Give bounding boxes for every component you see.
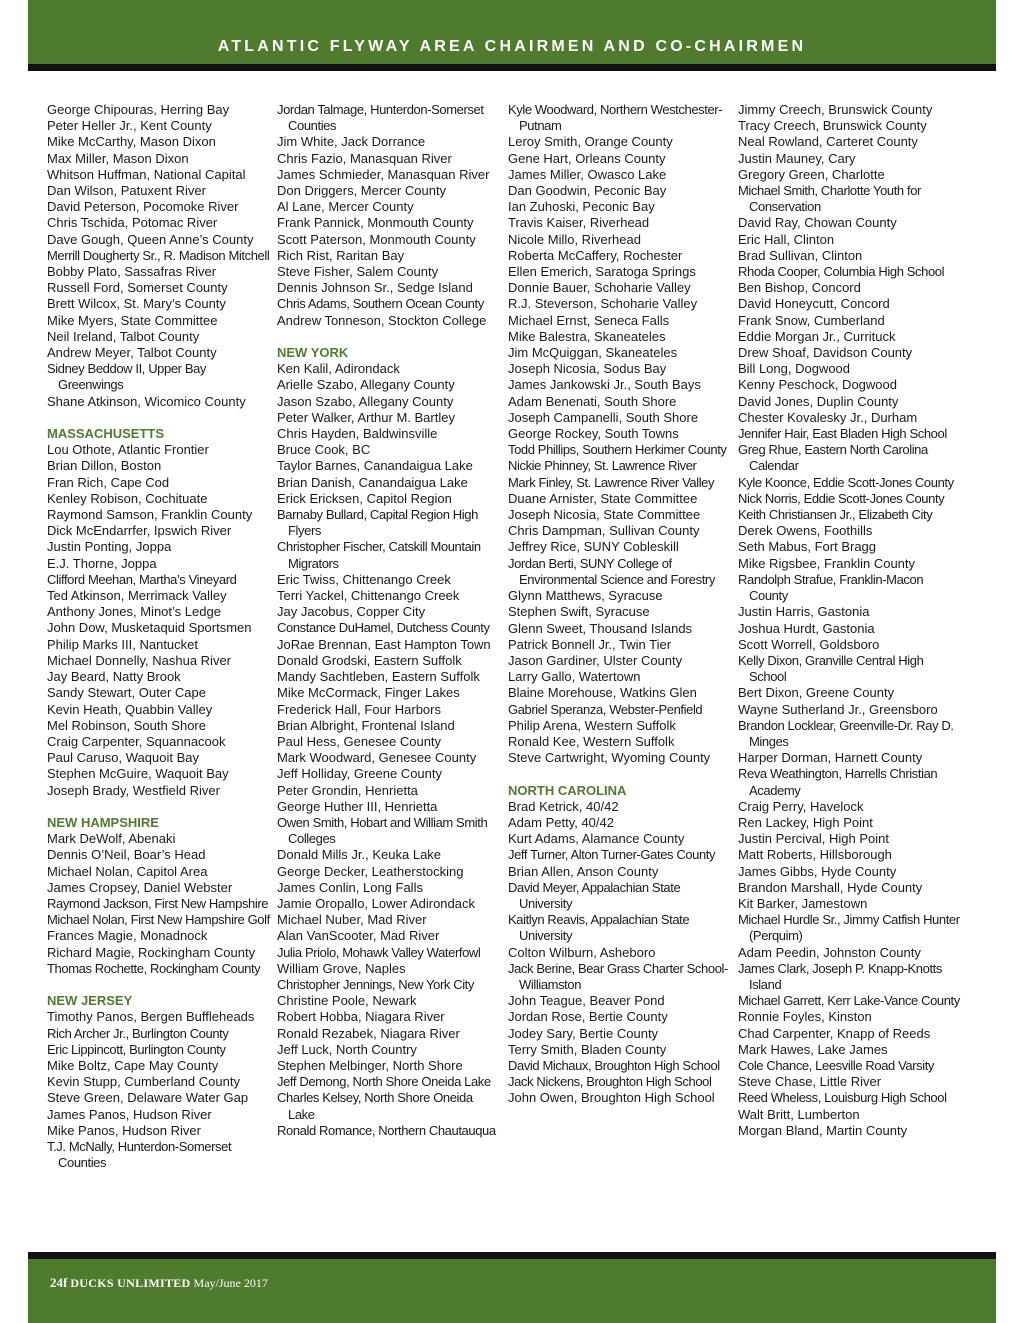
- chairman-entry: Max Miller, Mason Dixon: [47, 150, 189, 166]
- chairman-entry: Eric Lippincott, Burlington County: [47, 1041, 226, 1057]
- chairman-entry: Fran Rich, Cape Cod: [47, 474, 170, 490]
- chairman-entry: Brian Albright, Frontenal Island: [277, 717, 455, 733]
- chairman-entry: Ronald Rezabek, Niagara River: [277, 1025, 460, 1041]
- chairman-entry: Mark Finley, St. Lawrence River Valley: [508, 474, 715, 490]
- chairman-entry: Frank Pannick, Monmouth County: [277, 215, 474, 231]
- chairman-entry: Peter Grondin, Henrietta: [277, 782, 418, 798]
- chairman-entry: Justin Mauney, Cary: [738, 150, 856, 166]
- chairman-entry: Keith Christiansen Jr., Elizabeth City: [738, 507, 933, 523]
- chairman-entry: Raymond Jackson, First New Hampshire: [47, 895, 269, 911]
- chairman-entry: Bobby Plato, Sassafras River: [47, 264, 217, 280]
- chairman-entry: Nicole Millo, Riverhead: [508, 231, 641, 247]
- chairman-entry: Jay Beard, Natty Brook: [47, 669, 181, 685]
- chairman-entry: John Teague, Beaver Pond: [508, 993, 665, 1009]
- chairman-entry: Peter Walker, Arthur M. Bartley: [277, 409, 455, 425]
- issue-date: May/June 2017: [193, 1276, 268, 1290]
- chairman-entry: Mark Hawes, Lake James: [738, 1041, 888, 1057]
- chairman-entry: Reed Wheless, Louisburg High School: [738, 1090, 947, 1106]
- chairman-entry: Joseph Nicosia, State Committee: [508, 507, 701, 523]
- chairman-entry: Bill Long, Dogwood: [738, 361, 851, 377]
- chairman-entry: William Grove, Naples: [277, 960, 406, 976]
- chairman-entry: Ian Zuhoski, Peconic Bay: [508, 199, 655, 215]
- chairman-entry: Frederick Hall, Four Harbors: [277, 701, 441, 717]
- chairman-entry: Morgan Bland, Martin County: [738, 1122, 908, 1138]
- state-heading: NEW HAMPSHIRE: [47, 814, 159, 830]
- chairman-entry: David Honeycutt, Concord: [738, 296, 890, 312]
- chairman-entry: Craig Perry, Havelock: [738, 798, 864, 814]
- chairman-entry: James Jankowski Jr., South Bays: [508, 377, 701, 393]
- chairman-entry: Mike Myers, State Committee: [47, 312, 218, 328]
- chairman-entry: Craig Carpenter, Squannacook: [47, 733, 226, 749]
- chairman-entry: Adam Petty, 40/42: [508, 814, 614, 830]
- chairman-entry: JoRae Brennan, East Hampton Town: [277, 636, 491, 652]
- chairman-entry: David Jones, Duplin County: [738, 393, 899, 409]
- chairman-entry: Colton Wilburn, Asheboro: [508, 944, 656, 960]
- chairman-entry: Kaitlyn Reavis, Appalachian State University: [508, 912, 690, 944]
- chairman-entry: Anthony Jones, Minot’s Ledge: [47, 604, 221, 620]
- chairman-entry: Brian Dillon, Boston: [47, 458, 162, 474]
- chairman-entry: Brian Danish, Canandaigua Lake: [277, 474, 468, 490]
- chairman-entry: Brad Ketrick, 40/42: [508, 798, 619, 814]
- chairman-entry: Chester Kovalesky Jr., Durham: [738, 409, 918, 425]
- chairman-entry: Larry Gallo, Watertown: [508, 669, 641, 685]
- chairman-entry: Sidney Beddow II, Upper Bay Greenwings: [47, 361, 207, 393]
- chairman-entry: Kit Barker, Jamestown: [738, 895, 868, 911]
- chairman-entry: Russell Ford, Somerset County: [47, 280, 228, 296]
- state-heading: NEW JERSEY: [47, 993, 133, 1009]
- chairman-entry: Kevin Heath, Quabbin Valley: [47, 701, 213, 717]
- chairman-entry: Greg Rhue, Eastern North Carolina Calendar: [738, 442, 928, 474]
- chairman-entry: Tracy Creech, Brunswick County: [738, 118, 927, 134]
- chairman-entry: Clifford Meehan, Martha’s Vineyard: [47, 571, 237, 587]
- chairman-entry: James Clark, Joseph P. Knapp-Knotts Island: [738, 960, 942, 992]
- chairman-entry: Sandy Stewart, Outer Cape: [47, 685, 206, 701]
- chairman-entry: Dave Gough, Queen Anne’s County: [47, 231, 254, 247]
- chairman-entry: Justin Percival, High Point: [738, 831, 890, 847]
- chairman-entry: Matt Roberts, Hillsborough: [738, 847, 892, 863]
- chairman-entry: Mike McCarthy, Mason Dixon: [47, 134, 216, 150]
- chairman-entry: Kurt Adams, Alamance County: [508, 831, 685, 847]
- chairman-entry: Donald Grodski, Eastern Suffolk: [277, 652, 462, 668]
- chairman-entry: Jason Szabo, Allegany County: [277, 393, 454, 409]
- chairman-entry: Michael Hurdle Sr., Jimmy Catfish Hunter (Perquim): [738, 912, 960, 944]
- chairman-entry: Ben Bishop, Concord: [738, 280, 861, 296]
- chairman-entry: Christopher Fischer, Catskill Mountain Migrators: [277, 539, 481, 571]
- chairman-entry: Michael Ernst, Seneca Falls: [508, 312, 670, 328]
- header-banner: [28, 0, 996, 64]
- section-gap: [47, 410, 272, 426]
- chairman-entry: Todd Phillips, Southern Herkimer County: [508, 442, 727, 458]
- chairman-entry: Eric Hall, Clinton: [738, 231, 835, 247]
- chairman-entry: Brett Wilcox, St. Mary’s County: [47, 296, 226, 312]
- chairman-entry: Ellen Emerich, Saratoga Springs: [508, 264, 696, 280]
- chairman-entry: Chris Hayden, Baldwinsville: [277, 426, 438, 442]
- chairman-entry: Roberta McCaffery, Rochester: [508, 247, 683, 263]
- chairman-entry: Kyle Koonce, Eddie Scott-Jones County: [738, 474, 954, 490]
- chairman-entry: Rich Rist, Raritan Bay: [277, 247, 405, 263]
- chairman-entry: Owen Smith, Hobart and William Smith Colleges: [277, 814, 488, 847]
- chairman-entry: James Miller, Owasco Lake: [508, 166, 667, 182]
- magazine-name: DUCKS UNLIMITED: [70, 1276, 191, 1290]
- chairman-entry: Thomas Rochette, Rockingham County: [47, 960, 261, 976]
- chairman-entry: Leroy Smith, Orange County: [508, 134, 673, 150]
- footer-banner: [28, 1259, 996, 1323]
- chairman-entry: David Ray, Chowan County: [738, 215, 897, 231]
- chairman-entry: Alan VanScooter, Mad River: [277, 928, 440, 944]
- chairman-entry: Jeffrey Rice, SUNY Cobleskill: [508, 539, 679, 555]
- chairman-entry: Rhoda Cooper, Columbia High School: [738, 264, 945, 280]
- chairman-entry: Scott Paterson, Monmouth County: [277, 231, 476, 247]
- chairman-entry: Timothy Panos, Bergen Buffleheads: [47, 1009, 255, 1025]
- section-gap: [47, 799, 272, 815]
- chairman-entry: Michael Nolan, Capitol Area: [47, 863, 208, 879]
- chairman-entry: Mark Woodward, Genesee County: [277, 750, 477, 766]
- chairman-entry: Jeff Demong, North Shore Oneida Lake: [277, 1074, 491, 1090]
- chairman-entry: Jeff Luck, North Country: [277, 1041, 417, 1057]
- chairman-entry: Cole Chance, Leesville Road Varsity: [738, 1057, 935, 1073]
- chairman-entry: Jennifer Hair, East Bladen High School: [738, 426, 947, 442]
- chairman-entry: Jason Gardiner, Ulster County: [508, 652, 683, 668]
- state-heading: NORTH CAROLINA: [508, 782, 627, 798]
- chairman-entry: Stephen McGuire, Waquoit Bay: [47, 766, 229, 782]
- chairman-entry: Nick Norris, Eddie Scott-Jones County: [738, 490, 945, 506]
- chairman-entry: Eric Twiss, Chittenango Creek: [277, 571, 451, 587]
- chairman-entry: Harper Dorman, Harnett County: [738, 750, 923, 766]
- chairman-entry: Dick McEndarrfer, Ipswich River: [47, 523, 232, 539]
- chairman-entry: Joseph Nicosia, Sodus Bay: [508, 361, 667, 377]
- chairman-entry: Ronald Kee, Western Suffolk: [508, 733, 675, 749]
- chairman-entry: George Decker, Leatherstocking: [277, 863, 464, 879]
- chairman-entry: E.J. Thorne, Joppa: [47, 555, 157, 571]
- chairman-entry: Mark DeWolf, Abenaki: [47, 831, 176, 847]
- chairman-entry: Taylor Barnes, Canandaigua Lake: [277, 458, 473, 474]
- column-3: [508, 102, 733, 1107]
- chairman-entry: George Rockey, South Towns: [508, 426, 679, 442]
- chairman-entry: Ken Kalil, Adirondack: [277, 361, 400, 377]
- chairman-entry: Andrew Meyer, Talbot County: [47, 345, 217, 361]
- chairman-entry: James Cropsey, Daniel Webster: [47, 879, 233, 895]
- chairman-entry: Jeff Holliday, Greene County: [277, 766, 442, 782]
- chairman-entry: Brad Sullivan, Clinton: [738, 247, 863, 263]
- chairman-entry: Joseph Brady, Westfield River: [47, 782, 220, 798]
- chairman-entry: R.J. Steverson, Schoharie Valley: [508, 296, 698, 312]
- chairman-entry: Stephen Melbinger, North Shore: [277, 1057, 463, 1073]
- chairman-entry: Kevin Stupp, Cumberland County: [47, 1074, 240, 1090]
- chairman-entry: Joseph Campanelli, South Shore: [508, 409, 699, 425]
- chairman-entry: Mel Robinson, South Shore: [47, 717, 206, 733]
- chairman-entry: Shane Atkinson, Wicomico County: [47, 393, 246, 409]
- chairman-entry: Jack Nickens, Broughton High School: [508, 1074, 712, 1090]
- chairman-entry: Donnie Bauer, Schoharie Valley: [508, 280, 691, 296]
- chairman-entry: James Gibbs, Hyde County: [738, 863, 897, 879]
- chairman-entry: Scott Worrell, Goldsboro: [738, 636, 880, 652]
- chairman-entry: Michael Nolan, First New Hampshire Golf: [47, 912, 270, 928]
- chairman-entry: Erick Ericksen, Capitol Region: [277, 490, 452, 506]
- chairman-entry: Bruce Cook, BC: [277, 442, 371, 458]
- chairman-entry: Neal Rowland, Carteret County: [738, 134, 918, 150]
- chairman-entry: Justin Ponting, Joppa: [47, 539, 172, 555]
- chairman-entry: James Schmieder, Manasquan River: [277, 166, 490, 182]
- chairman-entry: Jamie Oropallo, Lower Adirondack: [277, 895, 475, 911]
- chairman-entry: John Dow, Musketaquid Sportsmen: [47, 620, 252, 636]
- chairman-entry: Philip Arena, Western Suffolk: [508, 717, 676, 733]
- chairman-entry: Kyle Woodward, Northern Westchester-Putnam: [508, 102, 723, 134]
- chairman-entry: Kenny Peschock, Dogwood: [738, 377, 897, 393]
- chairman-entry: Jack Berine, Bear Grass Charter School-Williamston: [508, 960, 728, 992]
- chairman-entry: Don Driggers, Mercer County: [277, 183, 447, 199]
- chairman-entry: Jim White, Jack Dorrance: [277, 134, 426, 150]
- chairman-entry: Steve Fisher, Salem County: [277, 264, 439, 280]
- chairman-entry: Joshua Hurdt, Gastonia: [738, 620, 875, 636]
- chairman-entry: Gabriel Speranza, Webster-Penfield: [508, 701, 703, 717]
- chairman-entry: Michael Smith, Charlotte Youth for Conservation: [738, 183, 921, 215]
- page-title: ATLANTIC FLYWAY AREA CHAIRMEN AND CO-CHAIRMEN: [217, 38, 807, 55]
- chairman-entry: David Peterson, Pocomoke River: [47, 199, 239, 215]
- chairman-entry: Wayne Sutherland Jr., Greensboro: [738, 701, 938, 717]
- chairman-entry: Kelly Dixon, Granville Central High School: [738, 652, 924, 685]
- chairman-entry: Dennis Johnson Sr., Sedge Island: [277, 280, 473, 296]
- chairman-entry: Andrew Tonneson, Stockton College: [277, 312, 487, 328]
- chairman-entry: Michael Garrett, Kerr Lake-Vance County: [738, 993, 960, 1009]
- chairman-entry: Brandon Locklear, Greenville-Dr. Ray D. Minges: [738, 717, 954, 749]
- page-number: 24f: [50, 1275, 68, 1290]
- chairman-entry: Walt Britt, Lumberton: [738, 1106, 860, 1122]
- chairman-entry: Jordan Talmage, Hunterdon-Somerset Counties: [277, 102, 484, 134]
- chairman-entry: Brandon Marshall, Hyde County: [738, 879, 923, 895]
- chairman-entry: Richard Magie, Rockingham County: [47, 944, 256, 960]
- chairman-entry: Adam Peedin, Johnston County: [738, 944, 921, 960]
- bottom-rule: [28, 1252, 996, 1259]
- chairman-entry: Seth Mabus, Fort Bragg: [738, 539, 877, 555]
- chairman-entry: Ren Lackey, High Point: [738, 814, 873, 830]
- chairman-entry: Terri Yackel, Chittenango Creek: [277, 588, 460, 604]
- chairman-entry: Michael Nuber, Mad River: [277, 912, 427, 928]
- chairman-entry: Reva Weathington, Harrells Christian Academy: [738, 766, 938, 798]
- chairman-entry: Blaine Morehouse, Watkins Glen: [508, 685, 697, 701]
- chairman-entry: Justin Harris, Gastonia: [738, 604, 870, 620]
- chairman-entry: Glynn Matthews, Syracuse: [508, 588, 663, 604]
- chairman-entry: Paul Caruso, Waquoit Bay: [47, 750, 199, 766]
- chairman-entry: Mike Boltz, Cape May County: [47, 1057, 219, 1073]
- chairman-entry: James Panos, Hudson River: [47, 1106, 212, 1122]
- chairman-entry: Nickie Phinney, St. Lawrence River: [508, 458, 697, 474]
- chairman-entry: Duane Arnister, State Committee: [508, 490, 698, 506]
- chairman-entry: Mike Balestra, Skaneateles: [508, 328, 666, 344]
- chairman-entry: Jim McQuiggan, Skaneateles: [508, 345, 678, 361]
- chairman-entry: T.J. McNally, Hunterdon-Somerset Counties: [47, 1138, 232, 1171]
- chairman-entry: Bert Dixon, Greene County: [738, 685, 895, 701]
- section-gap: [508, 766, 733, 782]
- chairman-entry: Robert Hobba, Niagara River: [277, 1009, 445, 1025]
- chairman-entry: Jordan Berti, SUNY College of Environmental Science and Forestry: [508, 555, 715, 587]
- chairman-entry: James Conlin, Long Falls: [277, 879, 423, 895]
- chairman-entry: Steve Green, Delaware Water Gap: [47, 1090, 249, 1106]
- chairman-entry: Jay Jacobus, Copper City: [277, 604, 426, 620]
- section-gap: [47, 977, 272, 993]
- chairman-entry: John Owen, Broughton High School: [508, 1090, 715, 1106]
- chairman-entry: David Meyer, Appalachian State University: [508, 879, 681, 911]
- chairman-entry: Jimmy Creech, Brunswick County: [738, 102, 933, 117]
- chairman-entry: Raymond Samson, Franklin County: [47, 507, 253, 523]
- section-gap: [277, 329, 502, 345]
- chairman-entry: Lou Othote, Atlantic Frontier: [47, 442, 209, 458]
- chairman-entry: Dennis O’Neil, Boar’s Head: [47, 847, 206, 863]
- chairman-entry: Derek Owens, Foothills: [738, 523, 873, 539]
- chairman-entry: Mike McCormack, Finger Lakes: [277, 685, 460, 701]
- chairman-entry: Paul Hess, Genesee County: [277, 733, 442, 749]
- footer-text: [50, 1275, 268, 1291]
- chairmen-list: [47, 102, 972, 1232]
- chairman-entry: Stephen Swift, Syracuse: [508, 604, 650, 620]
- chairman-entry: Whitson Huffman, National Capital: [47, 166, 246, 182]
- chairman-entry: Dan Goodwin, Peconic Bay: [508, 183, 667, 199]
- chairman-entry: Drew Shoaf, Davidson County: [738, 345, 913, 361]
- chairman-entry: Charles Kelsey, North Shore Oneida Lake: [277, 1090, 473, 1122]
- chairman-entry: Adam Benenati, South Shore: [508, 393, 677, 409]
- chairman-entry: Patrick Bonnell Jr., Twin Tier: [508, 636, 672, 652]
- chairman-entry: Neil Ireland, Talbot County: [47, 328, 200, 344]
- chairman-entry: Gregory Green, Charlotte: [738, 166, 885, 182]
- chairman-entry: Mike Rigsbee, Franklin County: [738, 555, 916, 571]
- chairman-entry: Chris Dampman, Sullivan County: [508, 523, 700, 539]
- chairman-entry: Randolph Strafue, Franklin-Macon County: [738, 571, 924, 604]
- chairman-entry: Jodey Sary, Bertie County: [508, 1025, 659, 1041]
- column-2: [277, 102, 502, 1139]
- column-1: [47, 102, 272, 1171]
- chairman-entry: Steve Cartwright, Wyoming County: [508, 750, 711, 766]
- chairman-entry: Glenn Sweet, Thousand Islands: [508, 620, 693, 636]
- chairman-entry: Philip Marks III, Nantucket: [47, 636, 198, 652]
- chairman-entry: Mike Panos, Hudson River: [47, 1122, 201, 1138]
- chairman-entry: Chris Tschida, Potomac River: [47, 215, 218, 231]
- chairman-entry: Brian Allen, Anson County: [508, 863, 659, 879]
- chairman-entry: George Huther III, Henrietta: [277, 798, 438, 814]
- state-heading: MASSACHUSETTS: [47, 426, 165, 442]
- chairman-entry: Ronald Romance, Northern Chautauqua: [277, 1122, 496, 1138]
- chairman-entry: Terry Smith, Bladen County: [508, 1041, 667, 1057]
- top-rule: [28, 64, 996, 71]
- chairman-entry: Steve Chase, Little River: [738, 1074, 882, 1090]
- chairman-entry: Ronnie Foyles, Kinston: [738, 1009, 872, 1025]
- chairman-entry: Michael Donnelly, Nashua River: [47, 652, 232, 668]
- chairman-entry: Dan Wilson, Patuxent River: [47, 183, 206, 199]
- chairman-entry: Kenley Robison, Cochituate: [47, 490, 208, 506]
- chairman-entry: Merrill Dougherty Sr., R. Madison Mitchell: [47, 247, 270, 263]
- chairman-entry: Eddie Morgan Jr., Currituck: [738, 328, 896, 344]
- chairman-entry: Arielle Szabo, Allegany County: [277, 377, 455, 393]
- chairman-entry: Peter Heller Jr., Kent County: [47, 118, 212, 134]
- chairman-entry: Gene Hart, Orleans County: [508, 150, 666, 166]
- chairman-entry: Christopher Jennings, New York City: [277, 976, 474, 992]
- chairman-entry: Jeff Turner, Alton Turner-Gates County: [508, 847, 716, 863]
- chairman-entry: Al Lane, Mercer County: [277, 199, 414, 215]
- state-heading: NEW YORK: [277, 345, 349, 361]
- chairman-entry: Chris Adams, Southern Ocean County: [277, 296, 484, 312]
- column-4: [738, 102, 963, 1139]
- chairman-entry: Julia Priolo, Mohawk Valley Waterfowl: [277, 944, 481, 960]
- chairman-entry: Frances Magie, Monadnock: [47, 928, 208, 944]
- chairman-entry: Constance DuHamel, Dutchess County: [277, 620, 490, 636]
- chairman-entry: Travis Kaiser, Riverhead: [508, 215, 650, 231]
- chairman-entry: Barnaby Bullard, Capital Region High Flyers: [277, 507, 478, 539]
- chairman-entry: Donald Mills Jr., Keuka Lake: [277, 847, 442, 863]
- chairman-entry: David Michaux, Broughton High School: [508, 1057, 720, 1073]
- chairman-entry: Frank Snow, Cumberland: [738, 312, 885, 328]
- chairman-entry: Chris Fazio, Manasquan River: [277, 150, 452, 166]
- chairman-entry: Jordan Rose, Bertie County: [508, 1009, 668, 1025]
- chairman-entry: George Chipouras, Herring Bay: [47, 102, 230, 117]
- chairman-entry: Rich Archer Jr., Burlington County: [47, 1025, 229, 1041]
- chairman-entry: Mandy Sachtleben, Eastern Suffolk: [277, 669, 480, 685]
- chairman-entry: Ted Atkinson, Merrimack Valley: [47, 588, 227, 604]
- chairman-entry: Chad Carpenter, Knapp of Reeds: [738, 1025, 931, 1041]
- chairman-entry: Christine Poole, Newark: [277, 993, 417, 1009]
